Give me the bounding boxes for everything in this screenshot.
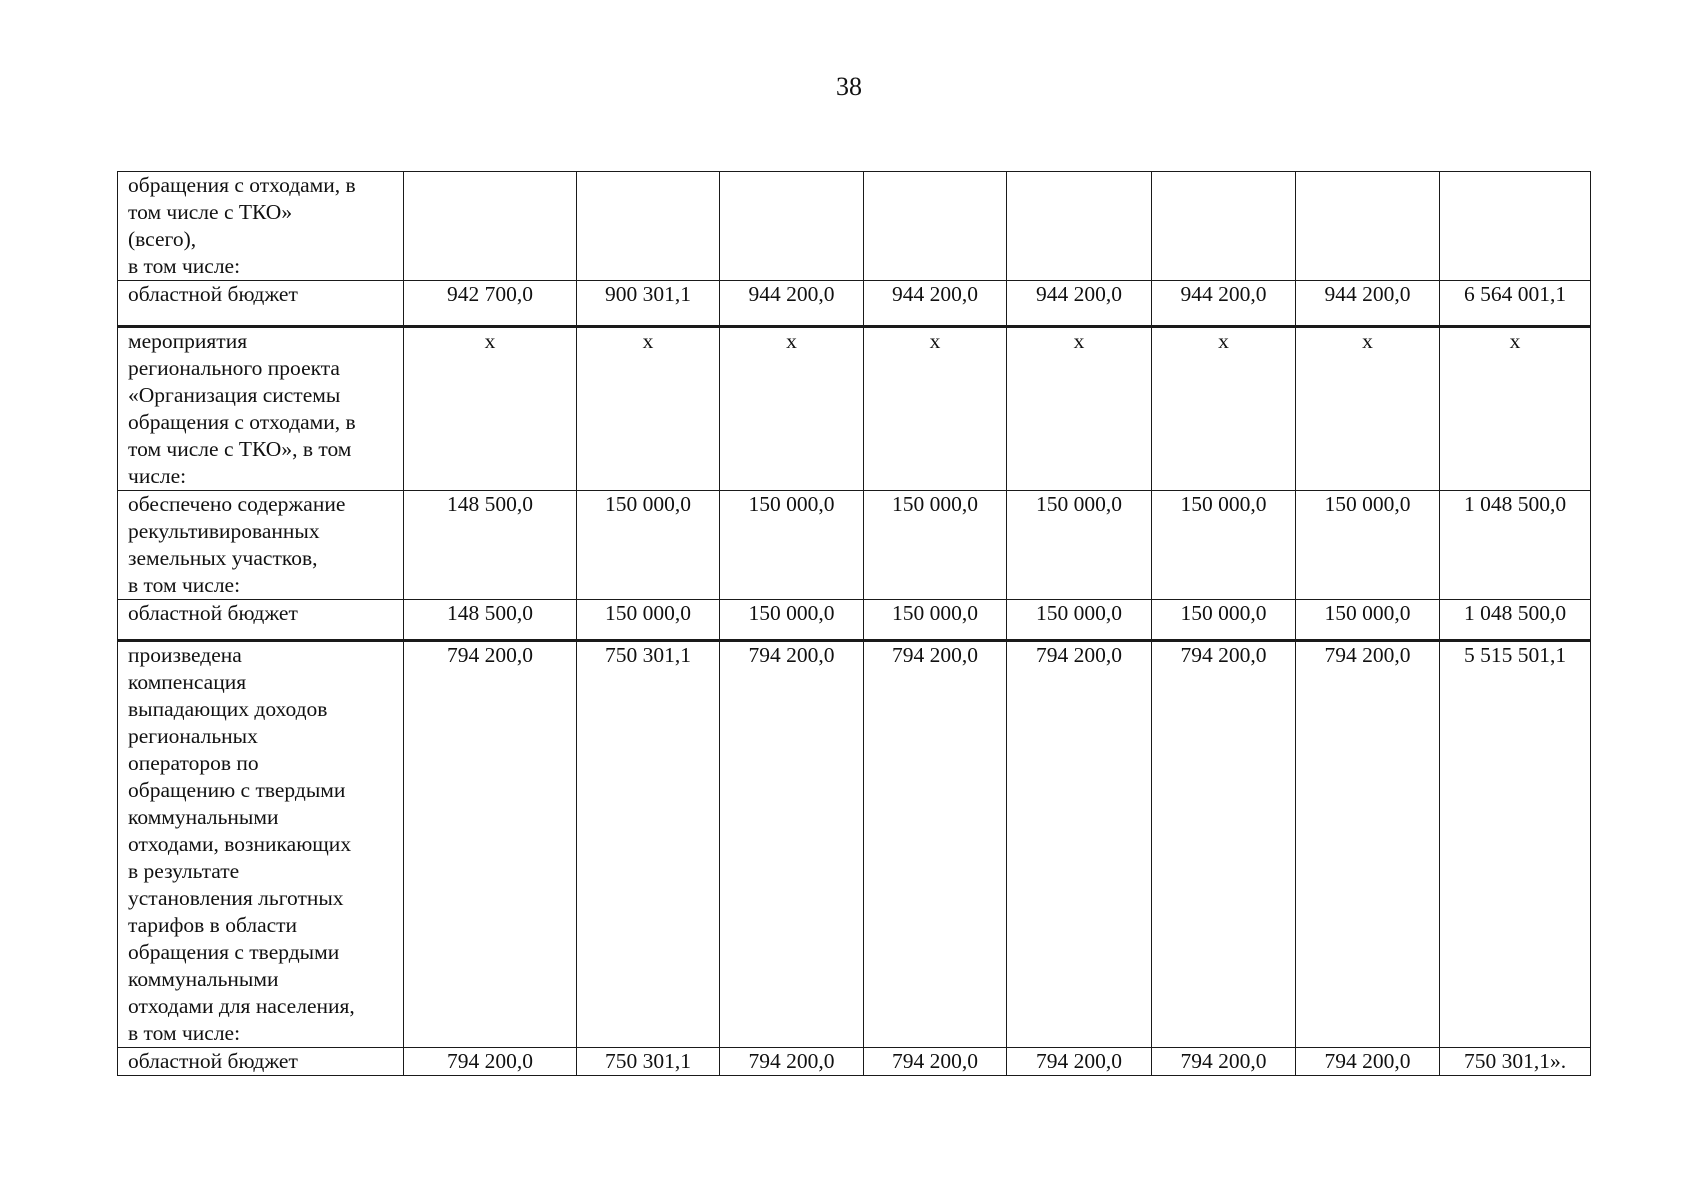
row-label: мероприятия регионального проекта «Организация системы обращения с отходами, в том числе с ТКО», в том числе: xyxy=(118,327,404,491)
value-cell: 794 200,0 xyxy=(864,641,1007,1048)
total-cell xyxy=(1440,172,1591,281)
value-cell xyxy=(577,172,720,281)
value-cell: 944 200,0 xyxy=(720,281,864,327)
value-cell: 150 000,0 xyxy=(864,491,1007,600)
page-number: 38 xyxy=(836,72,862,101)
value-cell: х xyxy=(1296,327,1440,491)
value-cell xyxy=(720,172,864,281)
value-cell: х xyxy=(404,327,577,491)
value-cell: 150 000,0 xyxy=(577,600,720,641)
value-cell xyxy=(404,172,577,281)
value-cell: 794 200,0 xyxy=(1296,641,1440,1048)
total-cell: 750 301,1». xyxy=(1440,1048,1591,1076)
value-cell: 794 200,0 xyxy=(1007,641,1152,1048)
total-cell: 1 048 500,0 xyxy=(1440,491,1591,600)
value-cell: 944 200,0 xyxy=(1152,281,1296,327)
table-row xyxy=(118,1048,1591,1076)
value-cell: 150 000,0 xyxy=(577,491,720,600)
row-label: областной бюджет xyxy=(118,600,404,641)
value-cell: 150 000,0 xyxy=(864,600,1007,641)
value-cell: 794 200,0 xyxy=(1152,641,1296,1048)
value-cell xyxy=(1007,172,1152,281)
value-cell: 150 000,0 xyxy=(1296,600,1440,641)
row-label: областной бюджет xyxy=(118,1048,404,1076)
value-cell: 148 500,0 xyxy=(404,600,577,641)
value-cell: 944 200,0 xyxy=(1007,281,1152,327)
row-label: обеспечено содержание рекультивированных земельных участков, в том числе: xyxy=(118,491,404,600)
table-body xyxy=(118,172,1591,1076)
value-cell: 150 000,0 xyxy=(1296,491,1440,600)
value-cell: х xyxy=(1007,327,1152,491)
value-cell: 150 000,0 xyxy=(720,600,864,641)
value-cell: х xyxy=(577,327,720,491)
value-cell: 794 200,0 xyxy=(1152,1048,1296,1076)
value-cell xyxy=(1152,172,1296,281)
row-label: областной бюджет xyxy=(118,281,404,327)
table-row xyxy=(118,600,1591,641)
table-row xyxy=(118,641,1591,1048)
table-row xyxy=(118,281,1591,327)
value-cell: х xyxy=(720,327,864,491)
value-cell: 794 200,0 xyxy=(1296,1048,1440,1076)
value-cell: 794 200,0 xyxy=(404,1048,577,1076)
budget-table xyxy=(117,171,1591,1076)
value-cell: 942 700,0 xyxy=(404,281,577,327)
value-cell: 944 200,0 xyxy=(864,281,1007,327)
total-cell: 1 048 500,0 xyxy=(1440,600,1591,641)
value-cell: 794 200,0 xyxy=(404,641,577,1048)
value-cell: 794 200,0 xyxy=(1007,1048,1152,1076)
total-cell: 5 515 501,1 xyxy=(1440,641,1591,1048)
value-cell: 150 000,0 xyxy=(1007,600,1152,641)
value-cell: 150 000,0 xyxy=(1152,491,1296,600)
value-cell: 794 200,0 xyxy=(720,1048,864,1076)
row-label: произведена компенсация выпадающих доходов региональных операторов по обращению с твердыми коммунальными отходами, возникающих в результате установления льготных тарифов в области обращения с твердыми коммунальными отходами для населения, в том числе: xyxy=(118,641,404,1048)
total-cell: х xyxy=(1440,327,1591,491)
value-cell: 150 000,0 xyxy=(1007,491,1152,600)
value-cell: 750 301,1 xyxy=(577,641,720,1048)
value-cell xyxy=(864,172,1007,281)
row-label: обращения с отходами, в том числе с ТКО» (всего), в том числе: xyxy=(118,172,404,281)
value-cell: 900 301,1 xyxy=(577,281,720,327)
value-cell: х xyxy=(864,327,1007,491)
table-row xyxy=(118,327,1591,491)
value-cell xyxy=(1296,172,1440,281)
value-cell: 794 200,0 xyxy=(864,1048,1007,1076)
value-cell: 150 000,0 xyxy=(720,491,864,600)
value-cell: 944 200,0 xyxy=(1296,281,1440,327)
value-cell: 750 301,1 xyxy=(577,1048,720,1076)
value-cell: 148 500,0 xyxy=(404,491,577,600)
value-cell: х xyxy=(1152,327,1296,491)
total-cell: 6 564 001,1 xyxy=(1440,281,1591,327)
value-cell: 794 200,0 xyxy=(720,641,864,1048)
value-cell: 150 000,0 xyxy=(1152,600,1296,641)
table-row xyxy=(118,491,1591,600)
table-row xyxy=(118,172,1591,281)
